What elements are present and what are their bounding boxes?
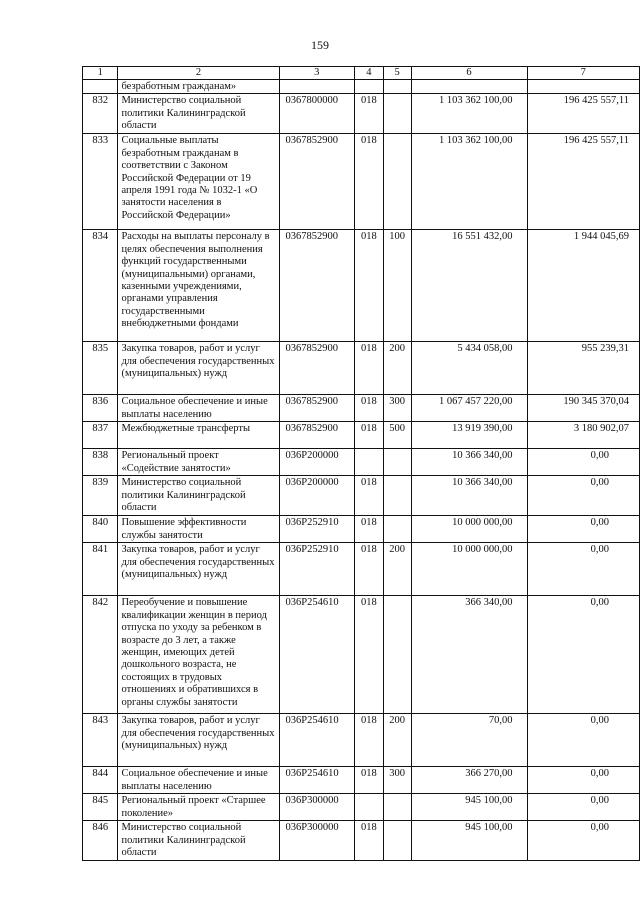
table-row — [83, 821, 640, 861]
row-expense-type — [383, 821, 411, 861]
table-row — [83, 476, 640, 516]
row-code: 036P300000 — [279, 821, 354, 861]
row-amount-actual: 190 345 370,04 — [527, 395, 639, 422]
row-name: Закупка товаров, работ и услуг для обеспечения государственных (муниципальных) нужд — [118, 342, 279, 395]
row-code: 0367852900 — [279, 230, 354, 342]
row-amount-actual: 955 239,31 — [527, 342, 639, 395]
row-amount-actual: 0,00 — [527, 476, 639, 516]
table-row — [83, 516, 640, 543]
row-code: 0367852900 — [279, 395, 354, 422]
row-name: Переобучение и повышение квалификации женщин в период отпуска по уходу за ребенком в возрасте до 3 лет, а также женщин, имеющих детей дошкольного возраста, не состоящих в трудовых отношениях и обратившихся в органы службы занятости — [118, 596, 279, 714]
table-row — [83, 596, 640, 714]
row-section: 018 — [355, 422, 384, 449]
table-row — [83, 342, 640, 395]
row-section: 018 — [355, 476, 384, 516]
row-amount-plan: 10 000 000,00 — [411, 516, 527, 543]
row-name: Министерство социальной политики Калининградской области — [118, 476, 279, 516]
row-number: 843 — [83, 714, 118, 767]
row-amount-plan: 10 366 340,00 — [411, 449, 527, 476]
row-section: 018 — [355, 714, 384, 767]
row-amount-plan: 945 100,00 — [411, 821, 527, 861]
row-number: 834 — [83, 230, 118, 342]
row-name: Социальное обеспечение и иные выплаты населению — [118, 395, 279, 422]
row-name: Социальное обеспечение и иные выплаты населению — [118, 767, 279, 794]
row-name: Социальные выплаты безработным гражданам в соответствии с Законом Российской Федерации от 19 апреля 1991 года № 1032-1 «О занятости населения в Российской Федерации» — [118, 134, 279, 230]
continuation-text: безработным гражданам» — [118, 80, 279, 94]
table-row — [83, 134, 640, 230]
row-section — [355, 449, 384, 476]
row-expense-type — [383, 476, 411, 516]
row-section — [355, 794, 384, 821]
row-number: 846 — [83, 821, 118, 861]
row-section: 018 — [355, 230, 384, 342]
row-amount-actual: 0,00 — [527, 767, 639, 794]
row-number: 842 — [83, 596, 118, 714]
row-name: Расходы на выплаты персоналу в целях обеспечения выполнения функций государственными (муниципальными) органами, казенными учреждениями, органами управления государственными внебюджетными фондами — [118, 230, 279, 342]
row-number: 837 — [83, 422, 118, 449]
table-header-row — [83, 67, 640, 80]
row-code: 036P252910 — [279, 516, 354, 543]
row-amount-plan: 10 366 340,00 — [411, 476, 527, 516]
row-code: 036P254610 — [279, 767, 354, 794]
column-header-7: 7 — [527, 67, 639, 80]
row-code: 0367852900 — [279, 134, 354, 230]
row-name: Повышение эффективности службы занятости — [118, 516, 279, 543]
row-expense-type: 200 — [383, 543, 411, 596]
row-amount-actual: 0,00 — [527, 714, 639, 767]
row-expense-type — [383, 449, 411, 476]
row-amount-actual: 196 425 557,11 — [527, 94, 639, 134]
row-amount-plan: 945 100,00 — [411, 794, 527, 821]
row-expense-type — [383, 134, 411, 230]
row-amount-plan: 10 000 000,00 — [411, 543, 527, 596]
row-amount-actual: 0,00 — [527, 543, 639, 596]
row-code: 0367852900 — [279, 342, 354, 395]
row-code: 036P200000 — [279, 476, 354, 516]
row-code: 036P254610 — [279, 596, 354, 714]
row-expense-type — [383, 94, 411, 134]
row-expense-type: 500 — [383, 422, 411, 449]
row-name: Министерство социальной политики Калининградской области — [118, 94, 279, 134]
row-amount-actual: 0,00 — [527, 449, 639, 476]
row-number: 841 — [83, 543, 118, 596]
column-header-2: 2 — [118, 67, 279, 80]
continuation-row — [83, 80, 640, 94]
row-amount-plan: 366 270,00 — [411, 767, 527, 794]
row-amount-actual: 196 425 557,11 — [527, 134, 639, 230]
row-amount-plan: 13 919 390,00 — [411, 422, 527, 449]
row-amount-plan: 1 067 457 220,00 — [411, 395, 527, 422]
row-name: Региональный проект «Содействие занятости» — [118, 449, 279, 476]
row-amount-actual: 0,00 — [527, 596, 639, 714]
row-code: 0367800000 — [279, 94, 354, 134]
row-section: 018 — [355, 596, 384, 714]
row-section: 018 — [355, 94, 384, 134]
row-expense-type: 200 — [383, 342, 411, 395]
row-section: 018 — [355, 821, 384, 861]
row-section: 018 — [355, 767, 384, 794]
row-code: 036P252910 — [279, 543, 354, 596]
row-expense-type — [383, 794, 411, 821]
table-row — [83, 714, 640, 767]
row-number: 833 — [83, 134, 118, 230]
row-amount-actual: 0,00 — [527, 794, 639, 821]
row-name: Закупка товаров, работ и услуг для обеспечения государственных (муниципальных) нужд — [118, 543, 279, 596]
row-amount-plan: 1 103 362 100,00 — [411, 134, 527, 230]
row-expense-type: 100 — [383, 230, 411, 342]
row-amount-actual: 0,00 — [527, 516, 639, 543]
column-header-1: 1 — [83, 67, 118, 80]
row-code: 036P200000 — [279, 449, 354, 476]
row-name: Региональный проект «Старшее поколение» — [118, 794, 279, 821]
table-row — [83, 767, 640, 794]
row-code: 0367852900 — [279, 422, 354, 449]
row-expense-type: 300 — [383, 767, 411, 794]
row-amount-actual: 3 180 902,07 — [527, 422, 639, 449]
row-amount-actual: 1 944 045,69 — [527, 230, 639, 342]
row-expense-type — [383, 596, 411, 714]
row-number: 835 — [83, 342, 118, 395]
table-row — [83, 794, 640, 821]
row-section: 018 — [355, 516, 384, 543]
row-number: 832 — [83, 94, 118, 134]
table-row — [83, 395, 640, 422]
row-number: 839 — [83, 476, 118, 516]
row-section: 018 — [355, 134, 384, 230]
table-row — [83, 449, 640, 476]
row-number: 836 — [83, 395, 118, 422]
row-amount-plan: 1 103 362 100,00 — [411, 94, 527, 134]
row-amount-plan: 366 340,00 — [411, 596, 527, 714]
row-amount-plan: 70,00 — [411, 714, 527, 767]
row-name: Министерство социальной политики Калининградской области — [118, 821, 279, 861]
table-row — [83, 422, 640, 449]
table-row — [83, 230, 640, 342]
row-number: 844 — [83, 767, 118, 794]
row-number: 840 — [83, 516, 118, 543]
column-header-6: 6 — [411, 67, 527, 80]
column-header-3: 3 — [279, 67, 354, 80]
row-expense-type: 300 — [383, 395, 411, 422]
column-header-5: 5 — [383, 67, 411, 80]
row-section: 018 — [355, 342, 384, 395]
row-amount-actual: 0,00 — [527, 821, 639, 861]
row-expense-type: 200 — [383, 714, 411, 767]
row-section: 018 — [355, 543, 384, 596]
budget-table — [82, 66, 640, 861]
row-code: 036P300000 — [279, 794, 354, 821]
row-number: 845 — [83, 794, 118, 821]
row-name: Закупка товаров, работ и услуг для обеспечения государственных (муниципальных) нужд — [118, 714, 279, 767]
row-expense-type — [383, 516, 411, 543]
column-header-4: 4 — [355, 67, 384, 80]
row-amount-plan: 5 434 058,00 — [411, 342, 527, 395]
page-number: 159 — [311, 38, 329, 52]
row-number: 838 — [83, 449, 118, 476]
table-row — [83, 94, 640, 134]
row-code: 036P254610 — [279, 714, 354, 767]
row-section: 018 — [355, 395, 384, 422]
row-name: Межбюджетные трансферты — [118, 422, 279, 449]
table-row — [83, 543, 640, 596]
row-amount-plan: 16 551 432,00 — [411, 230, 527, 342]
